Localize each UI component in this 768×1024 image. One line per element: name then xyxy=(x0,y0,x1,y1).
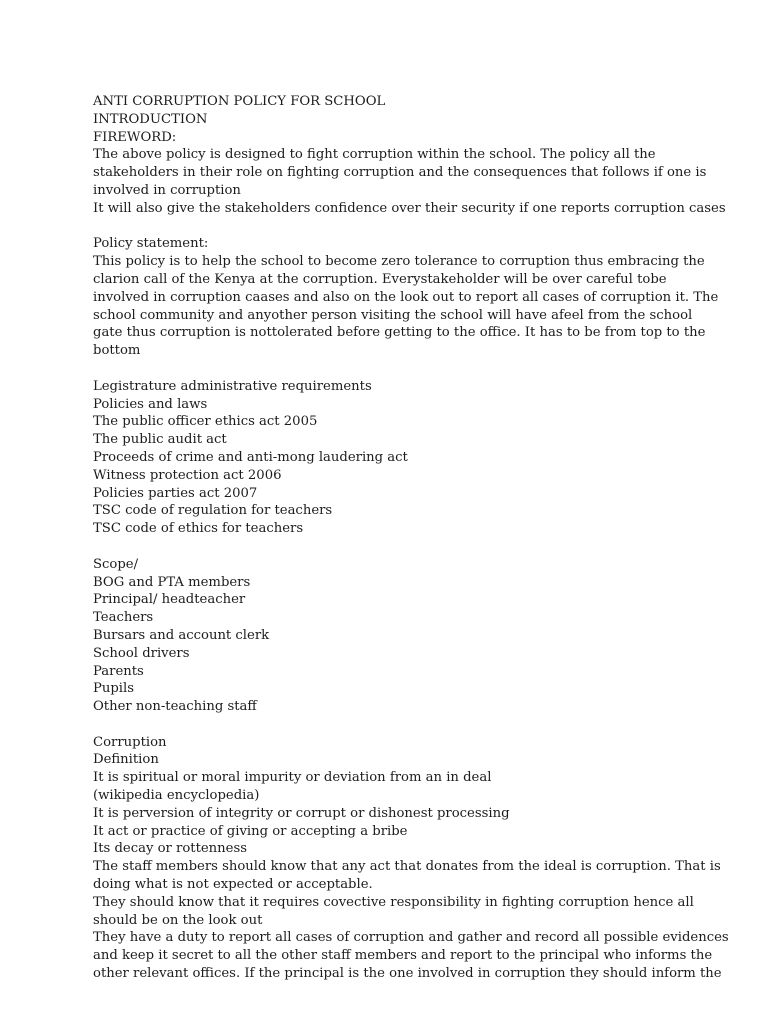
document-title: ANTI CORRUPTION POLICY FOR SCHOOL xyxy=(93,94,386,109)
paragraph-gap xyxy=(93,360,693,378)
corruption-line: They should know that it requires covective responsibility in fighting corruption hence all xyxy=(93,894,694,910)
corruption-line: (wikipedia encyclopedia) xyxy=(93,788,260,804)
scope-item: Principal/ headteacher xyxy=(93,592,246,608)
legislature-item: TSC code of ethics for teachers xyxy=(93,521,304,537)
introduction-heading: INTRODUCTION xyxy=(93,111,208,127)
scope-item: Parents xyxy=(93,663,144,679)
corruption-line: It is spiritual or moral impurity or deviation from an in deal xyxy=(93,770,492,786)
foreword-line: The above policy is designed to fight corruption within the school. The policy all the xyxy=(93,147,656,163)
corruption-line: The staff members should know that any act that donates from the ideal is corruption. That is xyxy=(93,859,721,875)
corruption-line: It is perversion of integrity or corrupt or dishonest processing xyxy=(93,805,510,821)
scope-item: Pupils xyxy=(93,681,135,697)
legislature-item: Proceeds of crime and anti-mong laudering act xyxy=(93,449,408,465)
document-page xyxy=(93,93,729,983)
scope-item: Bursars and account clerk xyxy=(93,627,270,643)
corruption-line: It act or practice of giving or accepting a bribe xyxy=(93,823,408,839)
corruption-line: and keep it secret to all the other staff members and report to the principal who informs the xyxy=(93,948,713,964)
corruption-line: should be on the look out xyxy=(93,912,263,928)
paragraph-gap xyxy=(93,538,693,556)
policy-line: This policy is to help the school to become zero tolerance to corruption thus embracing the xyxy=(93,254,705,270)
corruption-line: other relevant offices. If the principal is the one involved in corruption they should inform the xyxy=(93,966,722,982)
legislature-item: Witness protection act 2006 xyxy=(93,467,282,483)
corruption-heading: Corruption xyxy=(93,734,167,750)
paragraph-gap xyxy=(93,716,693,734)
corruption-line: They have a duty to report all cases of corruption and gather and record all possible evidences xyxy=(93,930,729,946)
legislature-item: The public audit act xyxy=(93,432,227,448)
foreword-line: involved in corruption xyxy=(93,182,241,198)
foreword-heading: FIREWORD: xyxy=(93,129,177,145)
foreword-line: stakeholders in their role on fighting corruption and the consequences that follows if one is xyxy=(93,165,707,181)
scope-heading: Scope/ xyxy=(93,556,139,572)
legislature-item: Policies parties act 2007 xyxy=(93,485,258,501)
policy-line: involved in corruption caases and also on the look out to report all cases of corruption it. The xyxy=(93,289,719,305)
paragraph-gap xyxy=(93,218,693,236)
scope-item: School drivers xyxy=(93,645,190,661)
policy-line: bottom xyxy=(93,343,141,359)
corruption-line: doing what is not expected or acceptable. xyxy=(93,877,373,893)
definition-heading: Definition xyxy=(93,752,159,768)
foreword-line: It will also give the stakeholders confidence over their security if one reports corruption cases xyxy=(93,200,726,216)
corruption-line: Its decay or rottenness xyxy=(93,841,248,857)
legislature-item: Policies and laws xyxy=(93,396,208,412)
legislature-item: TSC code of regulation for teachers xyxy=(93,503,333,519)
policy-line: school community and anyother person visiting the school will have afeel from the school xyxy=(93,307,693,323)
scope-item: Teachers xyxy=(93,610,154,626)
legislature-item: The public officer ethics act 2005 xyxy=(93,414,318,430)
scope-item: Other non-teaching staff xyxy=(93,699,257,715)
legislature-heading: Legistrature administrative requirements xyxy=(93,378,372,394)
policy-line: clarion call of the Kenya at the corruption. Everystakeholder will be over careful tobe xyxy=(93,271,667,287)
policy-line: gate thus corruption is nottolerated before getting to the office. It has to be from top to the xyxy=(93,325,706,341)
policy-statement-heading: Policy statement: xyxy=(93,236,209,252)
scope-item: BOG and PTA members xyxy=(93,574,251,590)
